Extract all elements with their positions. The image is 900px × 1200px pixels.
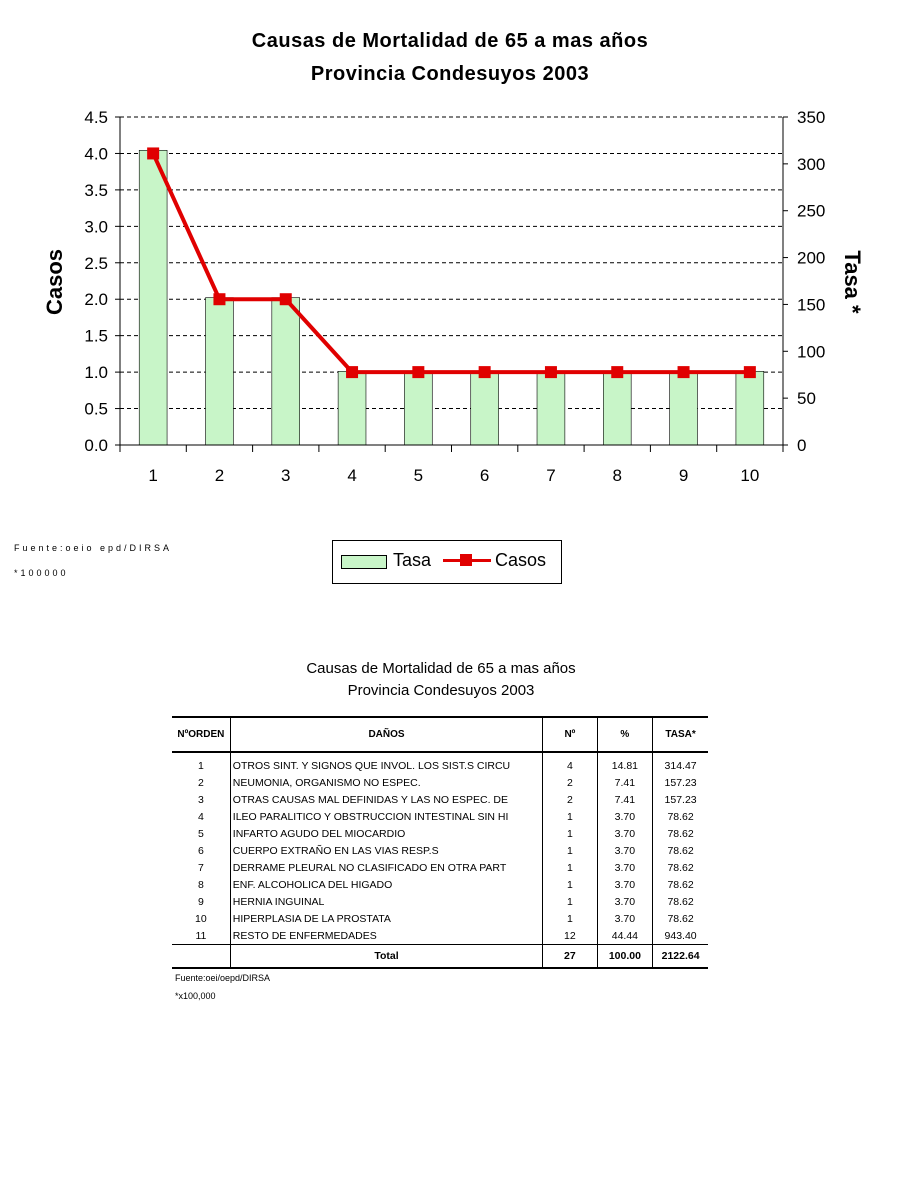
y-tick-label-right: 0 [797, 436, 807, 455]
bar-tasa [670, 371, 698, 445]
row-tasa: 78.62 [653, 876, 708, 893]
row-orden: 10 [195, 912, 207, 925]
y-tick-label-right: 350 [797, 108, 826, 127]
row-tasa: 78.62 [653, 910, 708, 927]
table-row [172, 808, 708, 825]
legend-swatch-casos-marker [460, 554, 472, 566]
row-cause: HERNIA INGUINAL [230, 893, 542, 910]
x-tick-label: 3 [281, 466, 291, 485]
row-n: 1 [543, 910, 597, 927]
row-pct: 3.70 [597, 876, 653, 893]
row-orden: 1 [197, 759, 204, 772]
table-total-row [172, 945, 708, 969]
y-tick-label-left: 2.5 [84, 253, 108, 273]
row-cause: ENF. ALCOHOLICA DEL HIGADO [230, 876, 542, 893]
x-tick-label: 8 [612, 466, 622, 485]
y-tick-label-left: 1.5 [84, 326, 108, 346]
row-cause: OTRAS CAUSAS MAL DEFINIDAS Y LAS NO ESPEC. DE [230, 791, 542, 808]
row-tasa: 314.47 [653, 752, 708, 774]
row-pct: 14.81 [597, 752, 653, 774]
row-pct: 3.70 [597, 859, 653, 876]
row-orden: 2 [197, 776, 204, 789]
row-orden: 11 [195, 929, 207, 942]
bar-tasa [537, 371, 565, 445]
point-casos [479, 366, 491, 378]
row-orden: 6 [197, 844, 204, 857]
y-tick-label-left: 2.0 [84, 290, 108, 310]
chart-title-line2: Provincia Condesuyos 2003 [310, 63, 590, 85]
y-tick-label-left: 4.0 [84, 144, 108, 164]
row-n: 2 [543, 774, 597, 791]
legend-label-tasa: Tasa [393, 550, 432, 570]
y-tick-label-left: 3.5 [84, 180, 108, 200]
x-tick-label: 10 [740, 466, 760, 485]
table-row [172, 910, 708, 927]
row-orden: 9 [197, 895, 204, 908]
y-tick-label-left: 3.0 [84, 217, 108, 237]
bar-tasa [206, 298, 234, 445]
total-pct: 100.00 [597, 945, 653, 969]
row-pct: 3.70 [597, 893, 653, 910]
bar-tasa [139, 150, 167, 445]
y-tick-label-right: 250 [797, 201, 826, 221]
y-tick-label-right: 300 [797, 154, 826, 174]
point-casos [744, 366, 756, 378]
row-tasa: 78.62 [653, 808, 708, 825]
row-tasa: 943.40 [653, 927, 708, 945]
combo-chart [0, 0, 900, 530]
row-n: 1 [543, 859, 597, 876]
row-pct: 44.44 [597, 927, 653, 945]
row-n: 12 [543, 927, 597, 945]
bar-tasa [404, 371, 432, 445]
x-tick-label: 4 [347, 466, 357, 485]
point-casos [678, 366, 690, 378]
table-title-line1: Causas de Mortalidad de 65 a mas años [306, 660, 576, 677]
row-orden: 4 [197, 810, 204, 823]
y-tick-label-right: 200 [797, 248, 826, 268]
legend-swatch-tasa [341, 555, 387, 569]
header-orden: NºORDEN [172, 717, 230, 752]
table-title-line2: Provincia Condesuyos 2003 [347, 682, 535, 699]
x-tick-label: 9 [678, 466, 689, 485]
row-pct: 3.70 [597, 842, 653, 859]
x-tick-label: 5 [413, 466, 424, 485]
x-tick-label: 6 [479, 466, 490, 485]
y-axis-title-left: Casos [42, 248, 67, 316]
chart-legend [332, 540, 562, 584]
row-pct: 3.70 [597, 808, 653, 825]
row-orden: 7 [197, 861, 204, 874]
header-n: Nº [543, 717, 597, 752]
row-orden: 3 [197, 793, 204, 806]
point-casos [611, 366, 623, 378]
row-cause: OTROS SINT. Y SIGNOS QUE INVOL. LOS SIST.S CIRCU [230, 752, 542, 774]
mortality-table [172, 716, 708, 969]
row-tasa: 78.62 [653, 842, 708, 859]
legend-label-casos: Casos [495, 550, 547, 570]
row-pct: 3.70 [597, 825, 653, 842]
row-tasa: 157.23 [653, 791, 708, 808]
row-tasa: 78.62 [653, 825, 708, 842]
bar-tasa [471, 371, 499, 445]
y-tick-label-right: 100 [797, 342, 826, 362]
row-pct: 3.70 [597, 910, 653, 927]
point-casos [213, 293, 225, 305]
row-orden: 8 [197, 878, 204, 891]
point-casos [346, 366, 358, 378]
table-row [172, 774, 708, 791]
total-label: Total [230, 945, 542, 969]
row-cause: DERRAME PLEURAL NO CLASIFICADO EN OTRA PART [230, 859, 542, 876]
bar-tasa [272, 298, 300, 445]
bar-tasa [736, 371, 764, 445]
point-casos [280, 293, 292, 305]
row-orden: 5 [197, 827, 204, 840]
table-rate-note: *x100,000 [175, 991, 216, 1001]
row-pct: 7.41 [597, 791, 653, 808]
header-danos: DAÑOS [230, 717, 542, 752]
chart-source-note: Fuente:oeio epd/DIRSA [14, 543, 173, 553]
bar-tasa [338, 371, 366, 445]
point-casos [147, 147, 159, 159]
row-n: 1 [543, 842, 597, 859]
x-tick-label: 2 [214, 466, 225, 485]
table-row [172, 927, 708, 945]
table-row [172, 876, 708, 893]
total-tasa: 2122.64 [653, 945, 708, 969]
y-tick-label-left: 1.0 [84, 363, 108, 383]
table-source-note: Fuente:oei/oepd/DIRSA [175, 973, 271, 983]
row-cause: RESTO DE ENFERMEDADES [230, 927, 542, 945]
table-row [172, 791, 708, 808]
row-pct: 7.41 [597, 774, 653, 791]
y-tick-label-left: 0.5 [84, 399, 108, 419]
table-row [172, 752, 708, 774]
row-cause: INFARTO AGUDO DEL MIOCARDIO [230, 825, 542, 842]
row-n: 1 [543, 825, 597, 842]
table-row [172, 842, 708, 859]
x-tick-label: 7 [546, 466, 556, 485]
row-n: 2 [543, 791, 597, 808]
chart-rate-note: *100000 [14, 568, 69, 578]
y-tick-label-right: 50 [797, 389, 816, 409]
row-n: 4 [543, 752, 597, 774]
row-tasa: 78.62 [653, 893, 708, 910]
point-casos [545, 366, 557, 378]
y-tick-label-left: 4.5 [84, 108, 108, 127]
row-n: 1 [543, 893, 597, 910]
table-row [172, 825, 708, 842]
table-row [172, 893, 708, 910]
row-cause: CUERPO EXTRAÑO EN LAS VIAS RESP.S [230, 842, 542, 859]
row-tasa: 157.23 [653, 774, 708, 791]
row-tasa: 78.62 [653, 859, 708, 876]
total-n: 27 [543, 945, 597, 969]
row-n: 1 [543, 808, 597, 825]
y-tick-label-left: 0.0 [84, 436, 108, 455]
header-tasa: TASA* [653, 717, 708, 752]
y-tick-label-right: 150 [797, 295, 826, 315]
x-tick-label: 1 [148, 466, 158, 485]
row-cause: NEUMONIA, ORGANISMO NO ESPEC. [230, 774, 542, 791]
header-pct: % [597, 717, 653, 752]
chart-title-line1: Causas de Mortalidad de 65 a mas años [251, 30, 649, 52]
row-cause: ILEO PARALITICO Y OBSTRUCCION INTESTINAL SIN HI [230, 808, 542, 825]
row-cause: HIPERPLASIA DE LA PROSTATA [230, 910, 542, 927]
y-axis-title-right: Tasa * [840, 250, 865, 314]
bar-tasa [603, 371, 631, 445]
table-header-row [172, 717, 708, 752]
row-n: 1 [543, 876, 597, 893]
table-row [172, 859, 708, 876]
point-casos [412, 366, 424, 378]
